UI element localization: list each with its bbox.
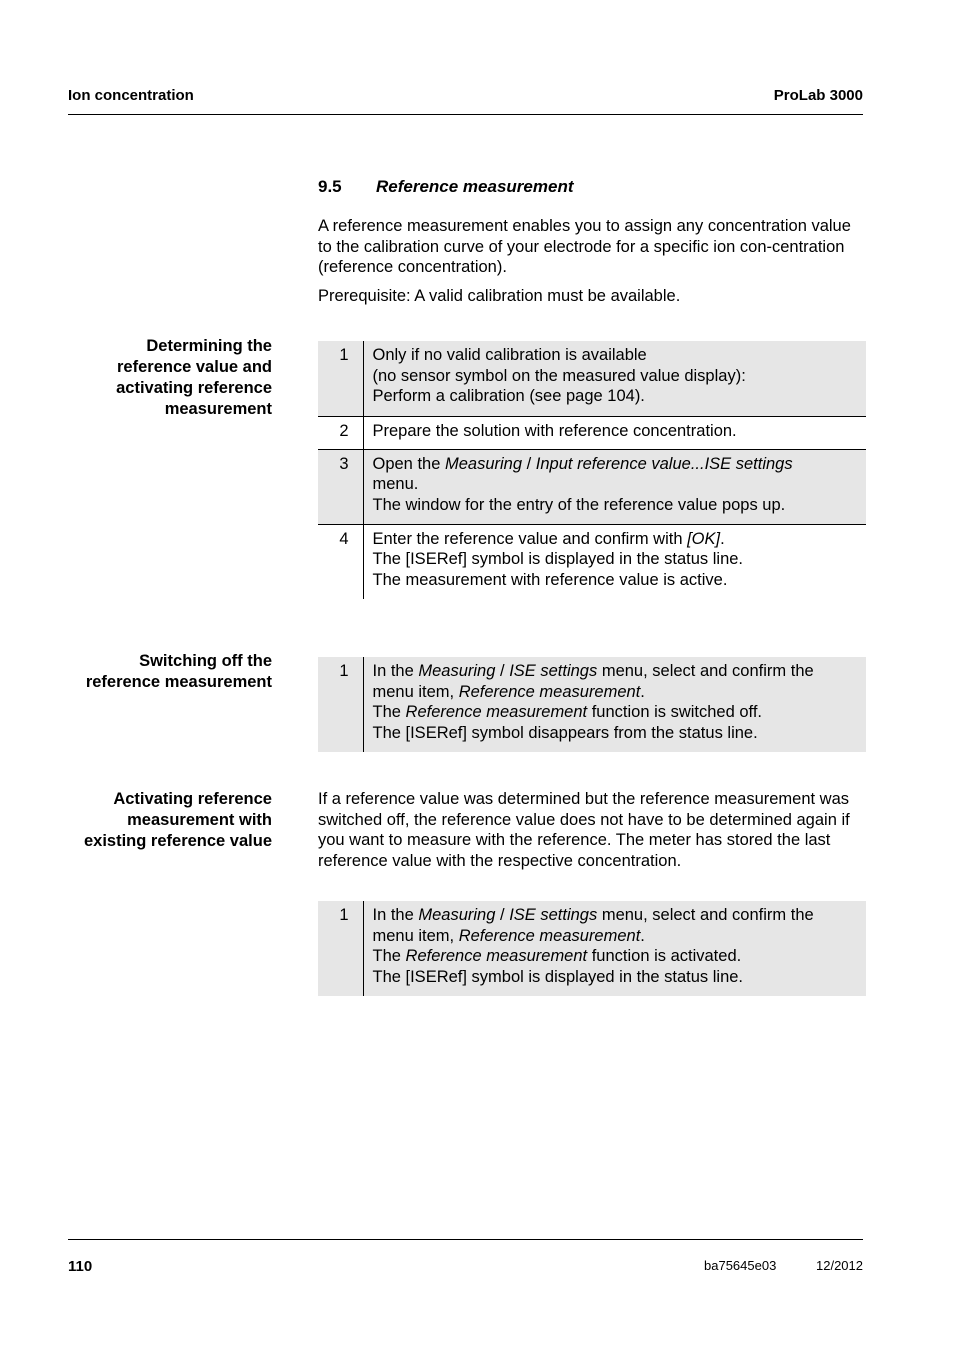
step-line: The [ISERef] symbol disappears from the status line. (372, 724, 758, 743)
step-line: Only if no valid calibration is available (372, 346, 647, 364)
table-row (318, 449, 866, 524)
side-heading-line: activating reference (116, 379, 272, 397)
step-line: (no sensor symbol on the measured value display): (372, 366, 746, 385)
side-heading-determine (60, 336, 272, 420)
side-heading-line: reference measurement (85, 673, 272, 691)
text-run: menu, select and confirm the (597, 906, 814, 924)
text-run: . (640, 926, 645, 945)
menu-name: Measuring (418, 906, 496, 924)
side-heading-line: existing reference value (83, 832, 272, 850)
steps-table-determine (318, 341, 866, 599)
text-run: . (720, 529, 725, 548)
step-line: The [ISERef] symbol is displayed in the status line. (372, 968, 744, 987)
section-title: Reference measurement (376, 177, 574, 196)
table-row (318, 524, 866, 599)
header-chapter: Ion concentration (68, 87, 194, 104)
side-heading-line: Activating reference (113, 790, 272, 808)
step-line (373, 661, 863, 682)
step-line (373, 454, 863, 475)
side-heading-line: reference value and (117, 358, 272, 376)
activate-paragraph: If a reference value was determined but the reference measurement was switched off, the reference value does not have to be determined again if you want to measure with the reference. The meter has stored the last reference value with the respective concentration. (318, 790, 850, 870)
key-name: [OK] (687, 529, 721, 548)
step-text (363, 416, 866, 449)
intro-paragraph: A reference measurement enables you to assign any concentration value to the calibration curve of your electrode for a specific ion con-centration (reference concentration). (318, 217, 851, 277)
side-heading-activate (60, 789, 272, 852)
text-run: / (495, 662, 510, 680)
text-run: menu, select and confirm the (597, 662, 814, 680)
text-run: / (495, 906, 510, 924)
text-run: The (372, 703, 406, 722)
document-date: 12/2012 (816, 1258, 863, 1273)
text-run: The (372, 947, 406, 966)
steps-table-switch-off (318, 657, 866, 752)
step-text (363, 449, 866, 524)
page-footer (68, 1239, 863, 1275)
menu-item-name: Reference measurement (458, 682, 641, 701)
table-row (318, 341, 866, 416)
function-name: Reference measurement (405, 703, 588, 722)
menu-item-name: Reference measurement (458, 926, 641, 945)
document-id: ba75645e03 (704, 1258, 777, 1273)
menu-name: ISE settings (509, 662, 598, 680)
step-line (373, 905, 863, 926)
text-run: . (640, 682, 645, 701)
text-run: / (522, 454, 536, 473)
step-line (373, 946, 863, 967)
step-text (363, 657, 866, 752)
step-line (373, 926, 863, 947)
section-heading (318, 177, 573, 197)
step-line: Perform a calibration (see page 104). (372, 387, 645, 406)
header-product: ProLab 3000 (773, 87, 863, 104)
step-number: 3 (318, 449, 363, 524)
menu-name: Measuring (444, 454, 523, 473)
menu-name: ISE settings (509, 906, 598, 924)
step-number: 1 (318, 657, 363, 752)
table-row (318, 901, 866, 996)
step-line: The window for the entry of the reference value pops up. (372, 495, 786, 514)
step-line (373, 702, 863, 723)
step-text (363, 901, 866, 996)
step-text (363, 524, 866, 599)
text-run: menu item, (372, 926, 459, 945)
prerequisite-paragraph: Prerequisite: A valid calibration must be available. (318, 287, 681, 305)
step-text (363, 341, 866, 416)
step-number: 1 (318, 341, 363, 416)
step-line: menu. (372, 475, 419, 494)
step-line (373, 529, 863, 550)
step-number: 4 (318, 524, 363, 599)
step-line: The measurement with reference value is active. (372, 570, 728, 589)
side-heading-switch-off (60, 651, 272, 693)
menu-name: Input reference value...ISE settings (535, 454, 793, 473)
text-run: function is switched off. (587, 703, 762, 722)
page-number: 110 (68, 1258, 93, 1275)
text-run: function is activated. (587, 947, 742, 966)
side-heading-line: Determining the (146, 337, 272, 355)
menu-name: Measuring (418, 662, 496, 680)
side-heading-line: Switching off the (139, 652, 272, 670)
step-line: Prepare the solution with reference concentration. (372, 421, 737, 440)
function-name: Reference measurement (405, 947, 588, 966)
text-run: Open the (372, 454, 445, 473)
text-run: menu item, (372, 682, 459, 701)
step-number: 1 (318, 901, 363, 996)
step-line (373, 682, 863, 703)
side-heading-line: measurement with (127, 811, 272, 829)
step-number: 2 (318, 416, 363, 449)
page-header (68, 86, 863, 115)
text-run: Enter the reference value and confirm with (372, 529, 688, 548)
steps-table-activate (318, 901, 866, 996)
step-line: The [ISERef] symbol is displayed in the status line. (372, 550, 744, 569)
table-row (318, 657, 866, 752)
text-run: In the (372, 906, 419, 924)
text-run: In the (372, 662, 419, 680)
section-number: 9.5 (318, 177, 342, 196)
table-row (318, 416, 866, 449)
side-heading-line: measurement (164, 400, 272, 418)
